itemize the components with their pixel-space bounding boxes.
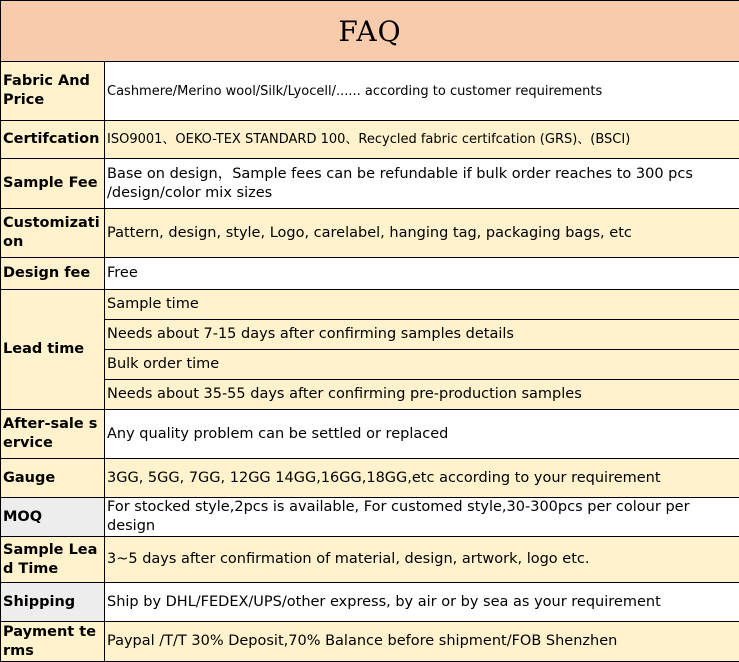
row-label-moq: MOQ	[1, 498, 105, 537]
row-value-lead-time-4: Needs about 35-55 days after confirming pre-production samples	[105, 380, 739, 410]
table-row	[1, 537, 739, 583]
row-value-after-sale: Any quality problem can be settled or replaced	[105, 410, 739, 459]
page-title: FAQ	[1, 1, 739, 62]
table-row	[1, 209, 739, 258]
table-row	[1, 320, 739, 350]
row-value-sample-fee: Base on design，Sample fees can be refundable if bulk order reaches to 300 pcs /design/color mix sizes	[105, 159, 739, 209]
row-value-gauge: 3GG, 5GG, 7GG, 12GG 14GG,16GG,18GG,etc according to your requirement	[105, 459, 739, 498]
row-label-sample-fee: Sample Fee	[1, 159, 105, 209]
table-row	[1, 121, 739, 159]
row-value-lead-time-3: Bulk order time	[105, 350, 739, 380]
row-label-after-sale: After-sale service	[1, 410, 105, 459]
row-label-shipping: Shipping	[1, 583, 105, 622]
row-label-design-fee: Design fee	[1, 258, 105, 290]
row-value-sample-lead-time: 3~5 days after confirmation of material, design, artwork, logo etc.	[105, 537, 739, 583]
faq-title-row	[1, 1, 739, 62]
row-value-shipping: Ship by DHL/FEDEX/UPS/other express, by air or by sea as your requirement	[105, 583, 739, 622]
table-row	[1, 159, 739, 209]
row-value-lead-time-2: Needs about 7-15 days after confirming samples details	[105, 320, 739, 350]
row-value-payment-terms: Paypal /T/T 30% Deposit,70% Balance before shipment/FOB Shenzhen	[105, 622, 739, 662]
row-label-gauge: Gauge	[1, 459, 105, 498]
table-row	[1, 380, 739, 410]
table-row	[1, 622, 739, 662]
table-row	[1, 583, 739, 622]
row-label-certification: Certifcation	[1, 121, 105, 159]
table-row	[1, 258, 739, 290]
row-label-payment-terms: Payment terms	[1, 622, 105, 662]
row-value-lead-time-1: Sample time	[105, 290, 739, 320]
row-value-moq: For stocked style,2pcs is available, For customed style,30-300pcs per colour per design	[105, 498, 739, 537]
row-label-fabric-price: Fabric And Price	[1, 62, 105, 121]
row-label-customization: Customization	[1, 209, 105, 258]
table-row	[1, 62, 739, 121]
row-value-fabric-price: Cashmere/Merino wool/Silk/Lyocell/...... according to customer requirements	[105, 62, 739, 121]
table-row	[1, 350, 739, 380]
row-label-sample-lead-time: Sample Lead Time	[1, 537, 105, 583]
table-row	[1, 290, 739, 320]
row-value-customization: Pattern, design, style, Logo, carelabel, hanging tag, packaging bags, etc	[105, 209, 739, 258]
table-row	[1, 410, 739, 459]
row-label-lead-time: Lead time	[1, 290, 105, 410]
table-row	[1, 459, 739, 498]
table-row	[1, 498, 739, 537]
row-value-design-fee: Free	[105, 258, 739, 290]
row-value-certification: ISO9001、OEKO-TEX STANDARD 100、Recycled fabric certifcation (GRS)、(BSCI)	[105, 121, 739, 159]
